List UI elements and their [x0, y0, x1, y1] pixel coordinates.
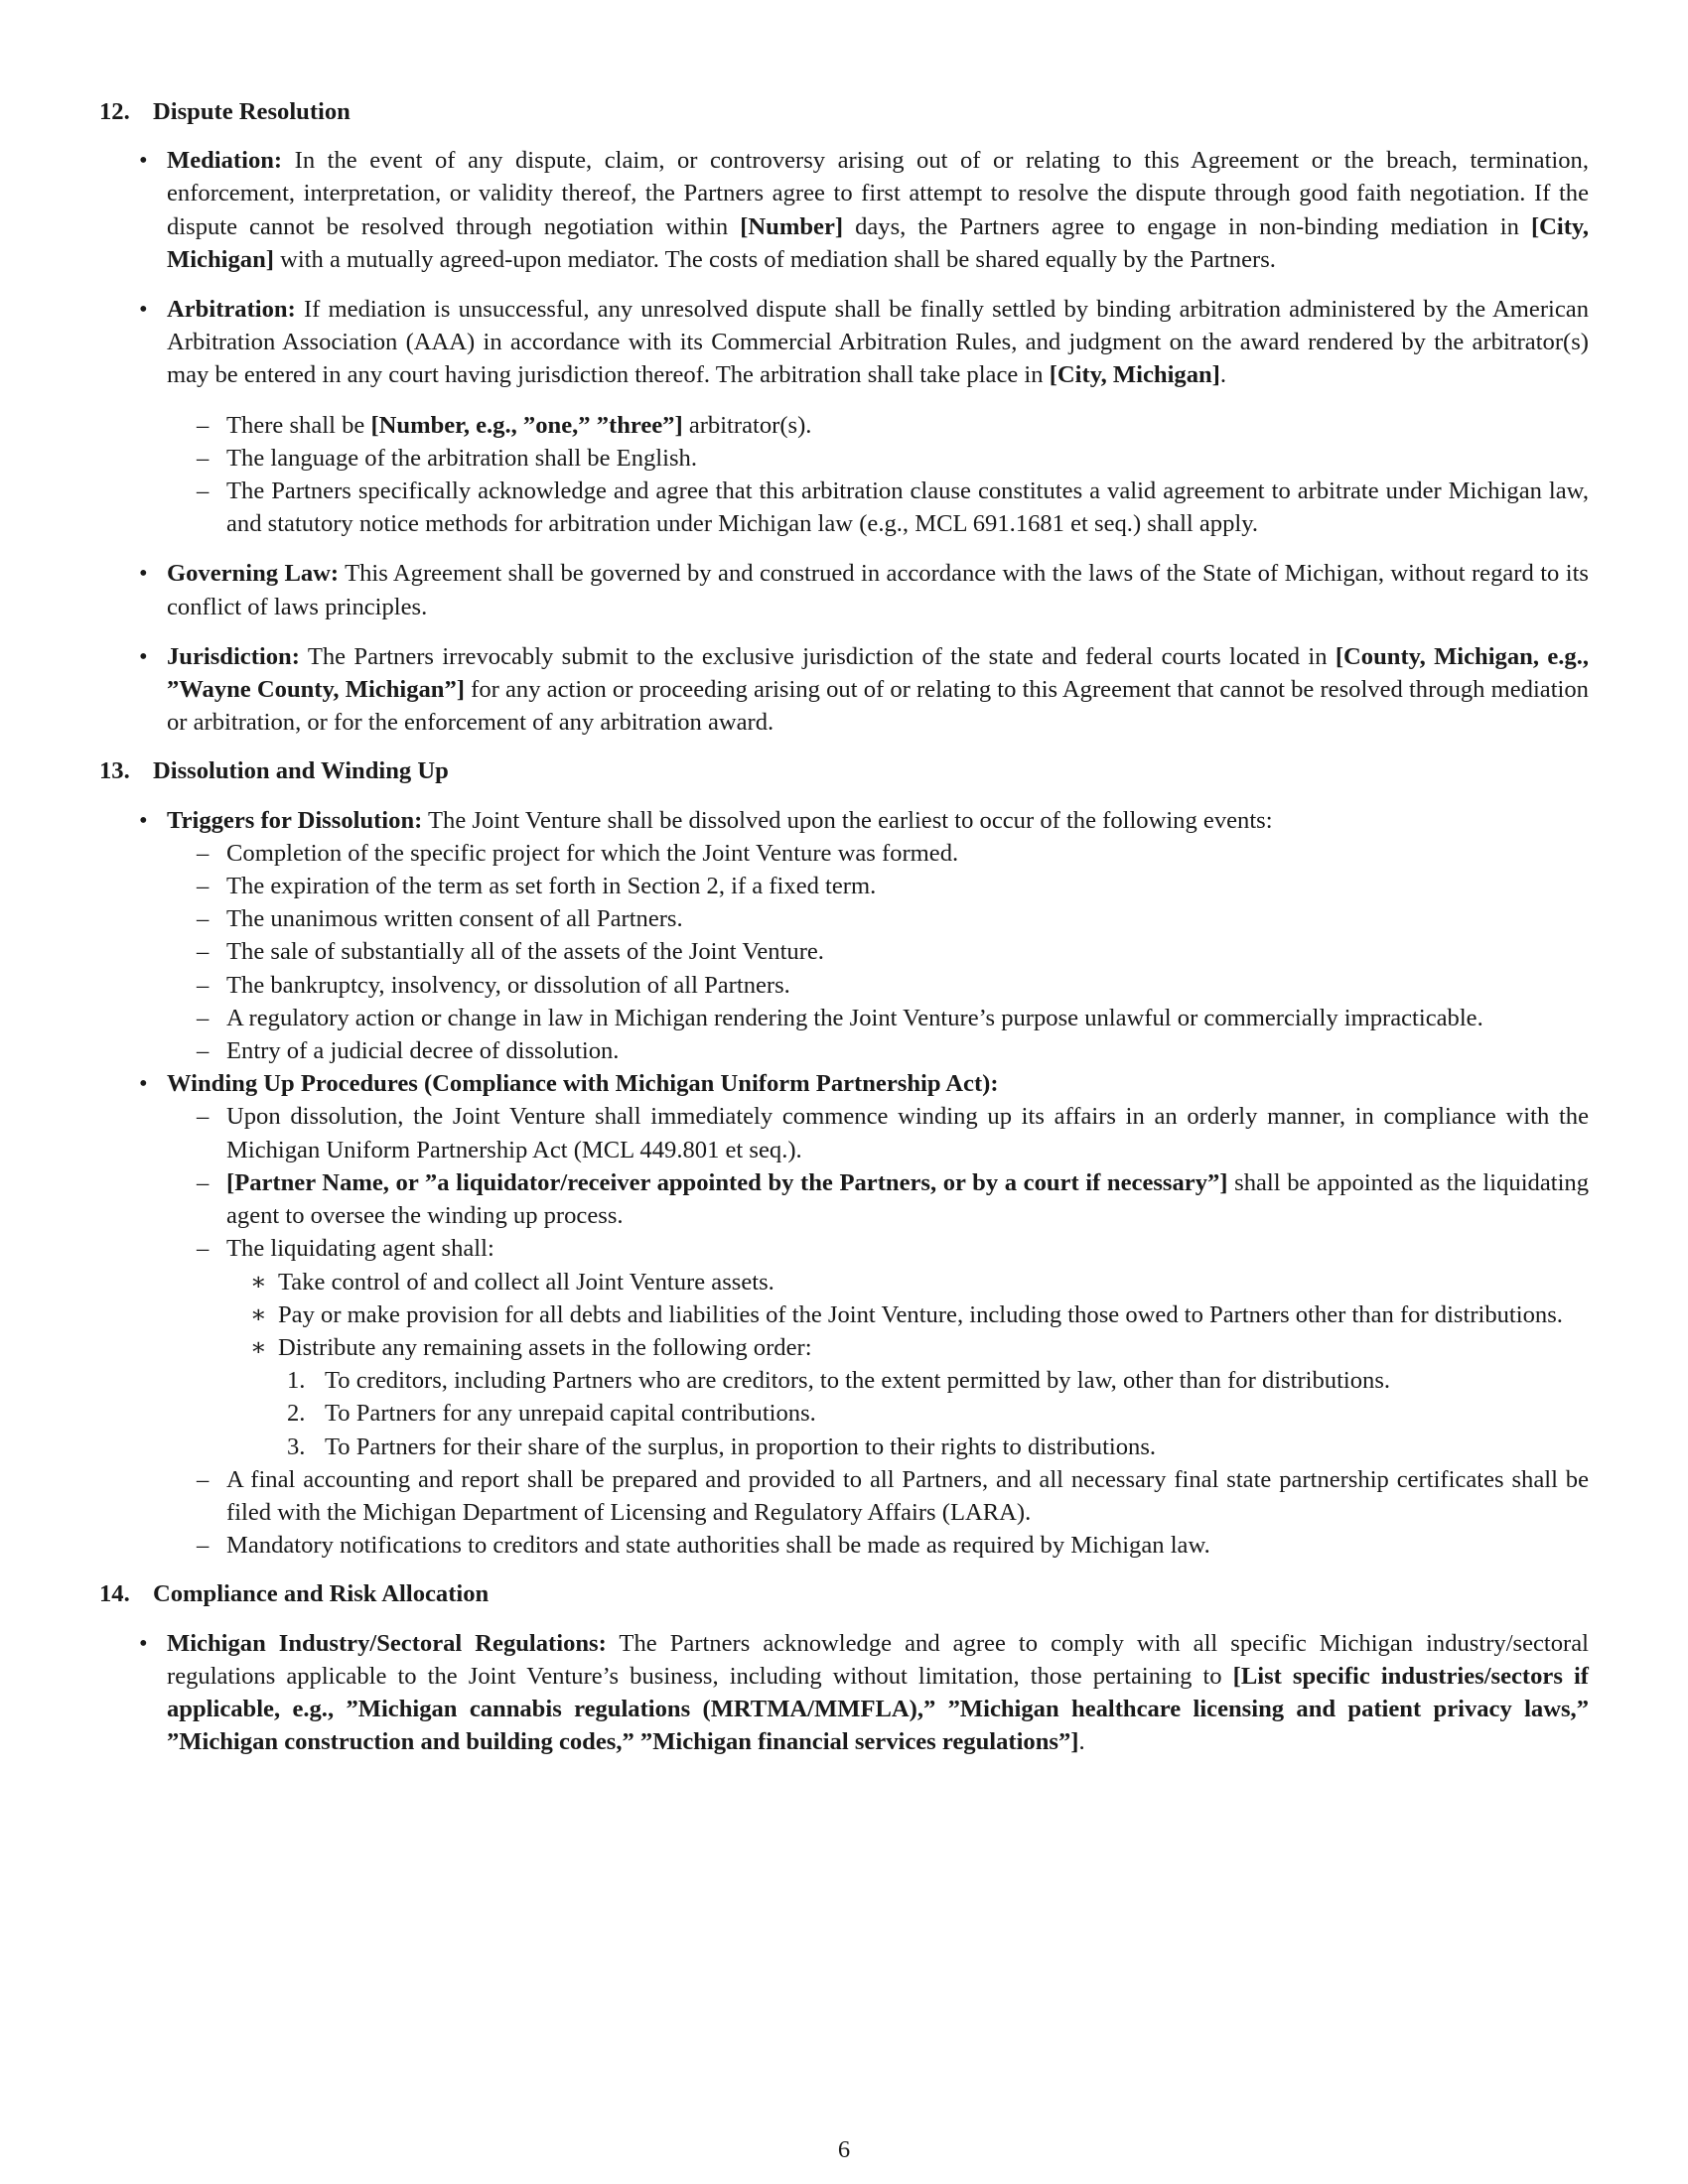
- jurisdiction-paragraph: [99, 640, 1589, 740]
- trigger-item: – The bankruptcy, insolvency, or dissolution of all Partners.: [99, 969, 1589, 1002]
- placeholder-field: [Partner Name, or ”a liquidator/receiver appointed by the Partners, or by a court if necessary”]: [226, 1168, 1228, 1196]
- document-page: [99, 95, 1589, 1758]
- text: shall be appointed as the liquidating agent to oversee the winding up process.: [226, 1168, 1589, 1230]
- placeholder-field: [City, Michigan]: [1049, 361, 1220, 389]
- trigger-item: – Completion of the specific project for which the Joint Venture was formed.: [99, 837, 1589, 870]
- winding-up-label: Winding Up Procedures (Compliance with Michigan Uniform Partnership Act):: [167, 1070, 999, 1098]
- winding-item: – The liquidating agent shall:: [99, 1232, 1589, 1265]
- page-number: 6: [837, 2136, 851, 2163]
- text: days, the Partners agree to engage in non-binding mediation in: [843, 212, 1531, 240]
- text: for any action or proceeding arising out of or relating to this Agreement that cannot be resolved through mediation or arbitration, or for the enforcement of any arbitration award.: [167, 676, 1589, 737]
- section-title: Dispute Resolution: [153, 98, 351, 125]
- winding-item: [99, 1166, 1589, 1232]
- placeholder-field: [List specific industries/sectors if applicable, e.g., ”Michigan cannabis regulations (MRTMA/MMFLA),” ”Michigan healthcare licensing and patient privacy laws,” ”Michigan construction and building codes,” ”Michigan financial services regulations”]: [167, 1662, 1589, 1756]
- section-number: 14.: [99, 1580, 130, 1608]
- trigger-item: – Entry of a judicial decree of dissolution.: [99, 1034, 1589, 1067]
- winding-up-paragraph: [99, 1067, 1589, 1100]
- text: .: [1078, 1728, 1085, 1756]
- text: The Partners acknowledge and agree to comply with all specific Michigan industry/sectoral regulations applicable to the Joint Venture’s business, including without limitation, those pertaining to: [167, 1629, 1590, 1690]
- triggers-paragraph: [99, 804, 1589, 837]
- text: To creditors, including Partners who are creditors, to the extent permitted by law, other than for distributions.: [325, 1367, 1391, 1395]
- section-14-heading: [99, 1577, 1589, 1610]
- item-number: 3.: [287, 1433, 306, 1460]
- text: This Agreement shall be governed by and construed in accordance with the laws of the State of Michigan, without regard to its conflict of laws principles.: [167, 560, 1589, 620]
- section-title: Dissolution and Winding Up: [153, 757, 449, 785]
- text: There shall be: [226, 411, 371, 439]
- winding-item: – A final accounting and report shall be prepared and provided to all Partners, and all necessary final state partnership certificates shall be filed with the Michigan Department of Licensing and Regulatory Affairs (LARA).: [99, 1463, 1589, 1529]
- governing-law-label: Governing Law:: [167, 560, 340, 588]
- text: To Partners for any unrepaid capital contributions.: [325, 1400, 816, 1428]
- arbitration-paragraph: [99, 293, 1589, 392]
- distribution-order-item: [99, 1431, 1589, 1463]
- section-12-heading: [99, 95, 1589, 128]
- text: The Joint Venture shall be dissolved upon the earliest to occur of the following events:: [422, 806, 1273, 834]
- placeholder-field: [Number, e.g., ”one,” ”three”]: [370, 411, 683, 439]
- agent-duty-item: ∗ Pay or make provision for all debts and liabilities of the Joint Venture, including those owed to Partners other than for distributions.: [99, 1298, 1589, 1331]
- trigger-item: – A regulatory action or change in law in Michigan rendering the Joint Venture’s purpose unlawful or commercially impracticable.: [99, 1002, 1589, 1034]
- distribution-order-item: [99, 1397, 1589, 1430]
- section-title: Compliance and Risk Allocation: [153, 1580, 490, 1608]
- section-13-heading: [99, 754, 1589, 787]
- mediation-paragraph: [99, 144, 1589, 276]
- industry-regulations-label: Michigan Industry/Sectoral Regulations:: [167, 1629, 607, 1657]
- winding-item: – Mandatory notifications to creditors and state authorities shall be made as required by Michigan law.: [99, 1529, 1589, 1562]
- text: If mediation is unsuccessful, any unresolved dispute shall be finally settled by binding arbitration administered by the American Arbitration Association (AAA) in accordance with its Commercial Arbitration Rules, and judgment on the award rendered by the arbitrator(s) may be entered in any court having jurisdiction thereof. The arbitration shall take place in: [167, 296, 1589, 389]
- item-number: 2.: [287, 1400, 306, 1428]
- text: arbitrator(s).: [682, 411, 812, 439]
- placeholder-field: [County, Michigan, e.g., ”Wayne County, Michigan”]: [167, 642, 1589, 704]
- mediation-label: Mediation:: [167, 147, 283, 175]
- arbitration-subitem: [99, 409, 1589, 442]
- governing-law-paragraph: [99, 557, 1589, 622]
- winding-item: – Upon dissolution, the Joint Venture shall immediately commence winding up its affairs in an orderly manner, in compliance with the Michigan Uniform Partnership Act (MCL 449.801 et seq.).: [99, 1100, 1589, 1165]
- trigger-item: – The expiration of the term as set forth in Section 2, if a fixed term.: [99, 870, 1589, 902]
- arbitration-subitem: – The Partners specifically acknowledge and agree that this arbitration clause constitutes a valid agreement to arbitrate under Michigan law, and statutory notice methods for arbitration under Michigan law (e.g., MCL 691.1681 et seq.) shall apply.: [99, 475, 1589, 540]
- section-number: 13.: [99, 757, 130, 785]
- arbitration-label: Arbitration:: [167, 296, 296, 324]
- distribution-order-item: [99, 1364, 1589, 1397]
- industry-regulations-paragraph: [99, 1627, 1589, 1759]
- agent-duty-item: ∗ Take control of and collect all Joint Venture assets.: [99, 1266, 1589, 1298]
- section-number: 12.: [99, 98, 130, 125]
- placeholder-field: [Number]: [740, 212, 844, 240]
- text: with a mutually agreed-upon mediator. The costs of mediation shall be shared equally by the Partners.: [273, 245, 1276, 273]
- jurisdiction-label: Jurisdiction:: [167, 642, 300, 670]
- triggers-label: Triggers for Dissolution:: [167, 806, 423, 834]
- text: The Partners irrevocably submit to the exclusive jurisdiction of the state and federal courts located in: [299, 642, 1336, 670]
- trigger-item: – The sale of substantially all of the assets of the Joint Venture.: [99, 935, 1589, 968]
- text: To Partners for their share of the surplus, in proportion to their rights to distributions.: [325, 1433, 1157, 1460]
- text: .: [1219, 361, 1227, 389]
- agent-duty-item: ∗ Distribute any remaining assets in the following order:: [99, 1331, 1589, 1364]
- placeholder-field: [City, Michigan]: [167, 212, 1589, 273]
- text: In the event of any dispute, claim, or controversy arising out of or relating to this Agreement or the breach, termination, enforcement, interpretation, or validity thereof, the Partners agree to first attempt to resolve the dispute through good faith negotiation. If the dispute cannot be resolved through negotiation within: [167, 147, 1589, 240]
- trigger-item: – The unanimous written consent of all Partners.: [99, 902, 1589, 935]
- arbitration-subitem: – The language of the arbitration shall be English.: [99, 442, 1589, 475]
- item-number: 1.: [287, 1367, 306, 1395]
